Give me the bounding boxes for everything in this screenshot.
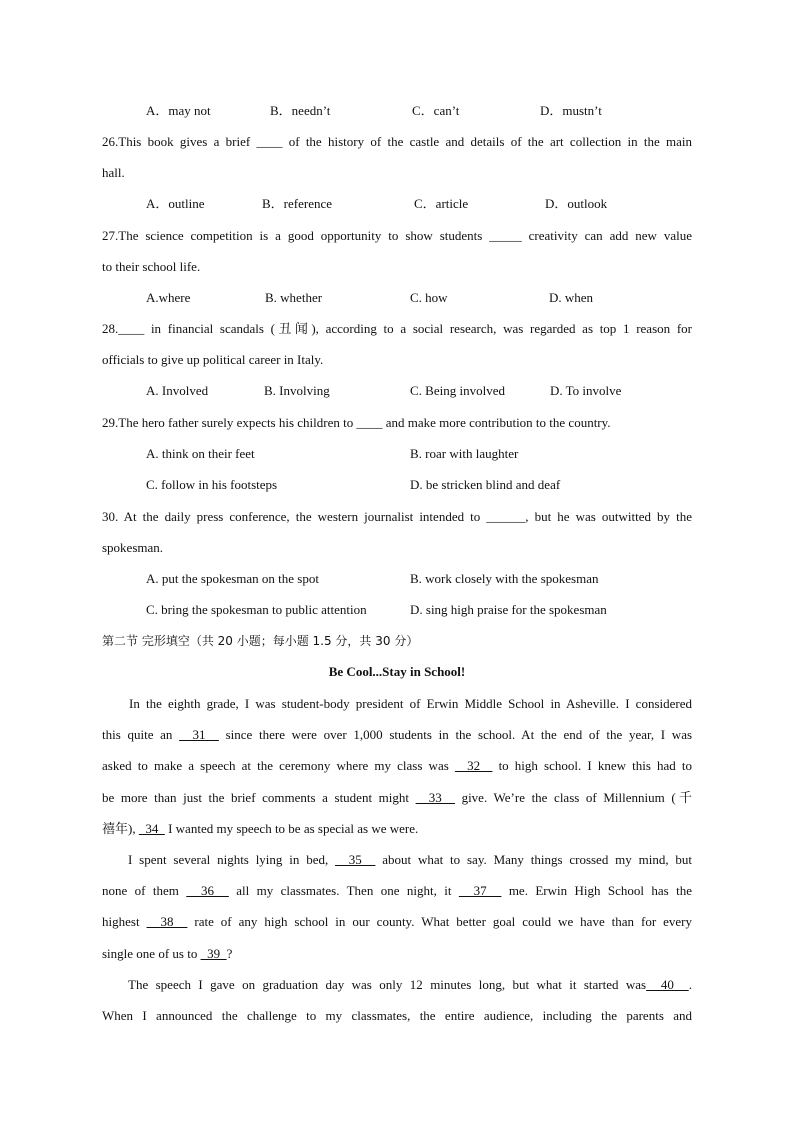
q25-option-a: A．may not bbox=[146, 103, 211, 118]
q27-option-c: C. how bbox=[410, 290, 448, 305]
q26-option-c: C．article bbox=[414, 196, 469, 211]
blank-35[interactable]: 35 bbox=[335, 852, 376, 867]
q30-stem-line2: spokesman. bbox=[102, 540, 164, 555]
passage-line-9: single one of us to 39 ? bbox=[102, 946, 233, 961]
q29-option-b: B. roar with laughter bbox=[410, 446, 519, 461]
passage-line-6: I spent several nights lying in bed, 35 about what to say. Many things crossed my mind, but bbox=[128, 852, 693, 867]
q27-stem-line1: 27.The science competition is a good opportunity to show students _____ creativity can add new value bbox=[102, 228, 692, 243]
q30-option-a: A. put the spokesman on the spot bbox=[146, 571, 319, 586]
q26-stem-line2: hall. bbox=[102, 165, 125, 180]
passage-line-8: highest 38 rate of any high school in our county. What better goal could we have than for every bbox=[102, 914, 693, 929]
q26-stem-line1: 26.This book gives a brief ____ of the history of the castle and details of the art collection in the main bbox=[102, 134, 692, 149]
passage-line-1: In the eighth grade, I was student-body president of Erwin Middle School in Asheville. I considered bbox=[129, 696, 692, 711]
q30-stem-line1: 30. At the daily press conference, the western journalist intended to ______, but he was outwitted by the bbox=[102, 509, 692, 524]
q28-option-b: B. Involving bbox=[264, 383, 330, 398]
blank-33[interactable]: 33 bbox=[415, 790, 455, 805]
passage-line-7: none of them 36 all my classmates. Then one night, it 37 me. Erwin High School has the bbox=[102, 883, 692, 898]
q29-option-a: A. think on their feet bbox=[146, 446, 255, 461]
q29-option-d: D. be stricken blind and deaf bbox=[410, 477, 561, 492]
q27-option-a: A.where bbox=[146, 290, 191, 305]
passage-line-3: asked to make a speech at the ceremony where my class was 32 to high school. I knew this had to bbox=[102, 758, 693, 773]
q28-option-c: C. Being involved bbox=[410, 383, 505, 398]
q29-stem-line1: 29.The hero father surely expects his children to ____ and make more contribution to the country. bbox=[102, 415, 611, 430]
blank-31[interactable]: 31 bbox=[179, 727, 219, 742]
q30-option-b: B. work closely with the spokesman bbox=[410, 571, 599, 586]
blank-37[interactable]: 37 bbox=[458, 883, 502, 898]
blank-36[interactable]: 36 bbox=[186, 883, 229, 898]
q25-option-d: D．mustn’t bbox=[540, 103, 602, 118]
section-heading: 第二节 完形填空（共 20 小题；每小题 1.5 分，共 30 分） bbox=[102, 634, 419, 648]
blank-39[interactable]: 39 bbox=[200, 946, 227, 961]
q27-option-d: D. when bbox=[549, 290, 594, 305]
q25-option-c: C．can’t bbox=[412, 103, 460, 118]
passage-line-2: this quite an 31 since there were over 1,000 students in the school. At the end of the year, I was bbox=[102, 727, 693, 742]
passage-line-4: be more than just the brief comments a student might 33 give. We’re the class of Millennium (千 bbox=[102, 790, 692, 805]
q25-option-b: B．needn’t bbox=[270, 103, 331, 118]
q26-option-a: A．outline bbox=[146, 196, 205, 211]
q28-option-a: A. Involved bbox=[146, 383, 209, 398]
q30-option-d: D. sing high praise for the spokesman bbox=[410, 602, 607, 617]
q29-option-c: C. follow in his footsteps bbox=[146, 477, 278, 492]
passage-line-11: When I announced the challenge to my classmates, the entire audience, including the parents and bbox=[102, 1008, 692, 1023]
q28-stem-line1: 28.____ in financial scandals (丑闻), according to a social research, was regarded as top 1 reason for bbox=[102, 321, 692, 336]
q27-option-b: B. whether bbox=[265, 290, 323, 305]
blank-32[interactable]: 32 bbox=[454, 758, 493, 773]
blank-34[interactable]: 34 bbox=[138, 821, 165, 836]
passage-line-5: 禧年), 34 I wanted my speech to be as special as we were. bbox=[102, 821, 419, 836]
q30-option-c: C. bring the spokesman to public attention bbox=[146, 602, 367, 617]
q28-stem-line2: officials to give up political career in Italy. bbox=[102, 352, 324, 367]
q26-option-d: D．outlook bbox=[545, 196, 608, 211]
q26-option-b: B．reference bbox=[262, 196, 333, 211]
passage-title: Be Cool...Stay in School! bbox=[328, 664, 466, 679]
passage-line-10: The speech I gave on graduation day was only 12 minutes long, but what it started was 40 . bbox=[128, 977, 692, 992]
blank-38[interactable]: 38 bbox=[146, 914, 188, 929]
blank-40[interactable]: 40 bbox=[646, 977, 689, 992]
q27-stem-line2: to their school life. bbox=[102, 259, 201, 274]
q28-option-d: D. To involve bbox=[550, 383, 622, 398]
